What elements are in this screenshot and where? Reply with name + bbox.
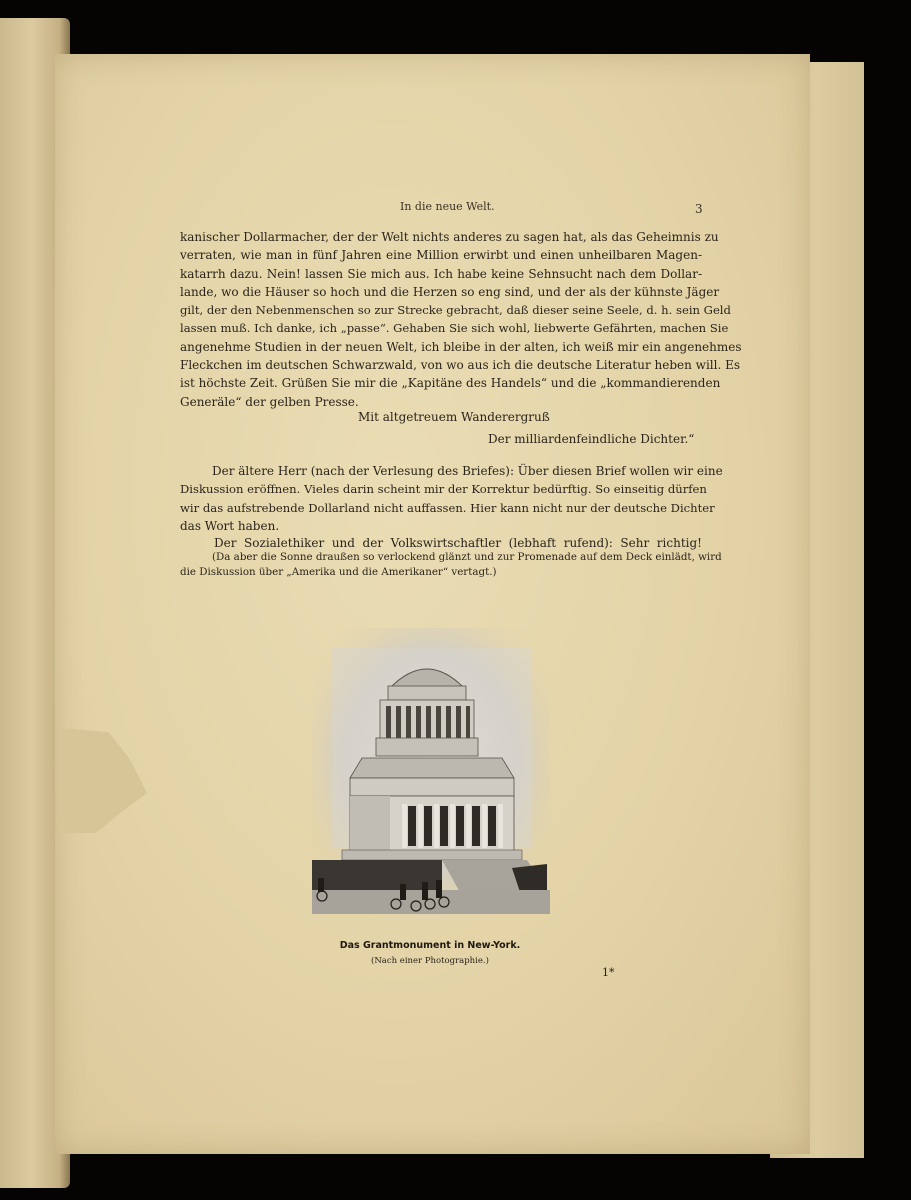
text-line: Fleckchen im deutschen Schwarzwald, von wo aus ich die deutsche Literatur heben will. Es <box>180 358 741 373</box>
text-line: die Diskussion über „Amerika und die Amerikaner“ vertagt.) <box>180 566 497 578</box>
signature-mark: 1* <box>602 966 615 979</box>
text-line: Der ältere Herr (nach der Verlesung des Briefes): Über diesen Brief wollen wir eine <box>212 464 723 478</box>
text-line: Generäle“ der gelben Presse. <box>180 394 359 409</box>
text-line: gilt, der den Nebenmenschen so zur Strecke gebracht, daß dieser seine Seele, d. h. sein Geld <box>180 303 731 318</box>
paragraph-2 <box>180 462 723 535</box>
text-line: kanischer Dollarmacher, der der Welt nichts anderes zu sagen hat, als das Geheimnis zu <box>180 230 719 244</box>
paragraph-4 <box>180 550 722 580</box>
closing-greeting: Mit altgetreuem Wanderergruß <box>358 410 550 424</box>
text-line: angenehme Studien in der neuen Welt, ich bleibe in der alten, ich weiß mir ein angenehmes <box>180 339 742 354</box>
text-line: Diskussion eröffnen. Vieles darin scheint mir der Korrektur bedürftig. So einseitig dürfen <box>180 482 707 497</box>
grant-monument-photo <box>312 628 550 924</box>
text-line: verraten, wie man in fünf Jahren eine Million erwirbt und einen unheilbaren Magen- <box>180 248 702 263</box>
text-line: ist höchste Zeit. Grüßen Sie mir die „Kapitäne des Handels“ und die „kommandierenden <box>180 376 721 391</box>
running-title: In die neue Welt. <box>400 200 495 213</box>
figure-caption: Das Grantmonument in New-York. <box>339 940 521 951</box>
text-line: lassen muß. Ich danke, ich „passe“. Gehaben Sie sich wohl, liebwerte Gefährten, machen Sie <box>180 321 729 336</box>
text-line: lande, wo die Häuser so hoch und die Herzen so eng sind, und der als der kühnste Jäger <box>180 284 720 299</box>
closing-signature: Der milliardenfeindliche Dichter.“ <box>488 432 695 446</box>
text-line: (Da aber die Sonne draußen so verlockend glänzt und zur Promenade auf dem Deck einlädt, wird <box>212 551 722 563</box>
text-line: wir das aufstrebende Dollarland nicht auffassen. Hier kann nicht nur der deutsche Dichter <box>180 500 715 515</box>
figure-source: (Nach einer Photographie.) <box>371 956 489 966</box>
paragraph-1 <box>180 228 742 411</box>
paragraph-3: Der Sozialethiker und der Volkswirtschaftler (lebhaft rufend): Sehr richtig! <box>214 536 702 550</box>
page-number: 3 <box>695 202 703 216</box>
text-line: katarrh dazu. Nein! lassen Sie mich aus. Ich habe keine Sehnsucht nach dem Dollar- <box>180 266 702 281</box>
book-page <box>55 54 810 1154</box>
text-line: das Wort haben. <box>180 518 280 533</box>
